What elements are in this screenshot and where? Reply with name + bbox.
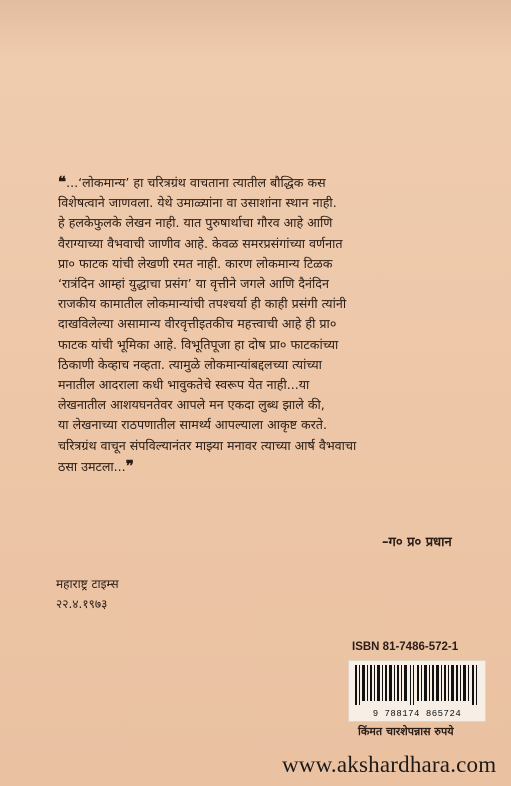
quote-line-2: विशेषत्वाने जाणवला. येथे उमाळ्यांना वा उसाशांना स्थान नाही. — [58, 195, 337, 211]
quote-line-8: दाखविलेल्या असामान्य वीरवृत्तीइतकीच महत्त्वाची आहे ही प्रा० — [58, 316, 337, 332]
quote-attribution: –ग० प्र० प्रधान — [382, 535, 452, 550]
quote-line-4: वैराग्याच्या वैभवाची जाणीव आहे. केवळ समरप्रसंगांच्या वर्णनात — [58, 235, 343, 251]
isbn-label: ISBN 81-7486-572-1 — [352, 641, 459, 653]
quote-line-14: चरित्रग्रंथ वाचून संपविल्यानंतर माझ्या मनावर त्याच्या आर्ष वैभवाचा — [58, 437, 357, 453]
barcode — [348, 660, 486, 722]
review-quote — [58, 172, 470, 477]
quote-line-11: मनातील आदराला कधी भावुकतेचे स्वरूप येत नाही...या — [58, 377, 310, 393]
quote-line-6: ‘रात्रंदिन आम्हां युद्धाचा प्रसंग’ या वृत्तीने जगले आणि दैनंदिन — [58, 276, 329, 292]
source-newspaper: महाराष्ट्र टाइम्स — [56, 577, 119, 591]
barcode-bars — [355, 665, 479, 705]
barcode-number: 9 788174 865724 — [372, 709, 462, 719]
quote-line-7: राजकीय कामातील लोकमान्यांची तपश्चर्या ही काही प्रसंगी त्यांनी — [58, 296, 347, 312]
source-date: २२.४.१९७३ — [56, 597, 108, 611]
quote-line-5: प्रा० फाटक यांची लेखणी रमत नाही. कारण लोकमान्य टिळक — [58, 255, 333, 271]
cover-shading — [0, 0, 511, 60]
quote-line-10: ठिकाणी केव्हाच नव्हता. त्यामुळे लोकमान्यांबद्दलच्या त्यांच्या — [58, 356, 322, 372]
price-label: किंमत चारशेपन्नास रुपये — [358, 725, 454, 738]
quote-line-12: लेखनातील आशयघनतेवर आपले मन एकदा लुब्ध झाले की, — [58, 397, 325, 413]
website-watermark: www.akshardhara.com — [282, 752, 497, 777]
quote-line-3: हे हलकेफुलके लेखन नाही. यात पुरुषार्थाचा गौरव आहे आणि — [58, 215, 333, 231]
quote-line-9: फाटक यांची भूमिका आहे. विभूतिपूजा हा दोष प्रा० फाटकांच्या — [58, 336, 339, 352]
open-quote-mark: ❝ — [58, 173, 67, 191]
close-quote-mark: ❞ — [125, 456, 134, 475]
quote-line-13: या लेखनाच्या राठपणातील सामर्थ्य आपल्याला आकृष्ट करते. — [58, 417, 327, 433]
quote-line-15: ठसा उमटला...❞ — [58, 456, 134, 475]
quote-line-1: ❝...‘लोकमान्य’ हा चरित्रग्रंथ वाचताना त्यातील बौद्धिक कस — [58, 173, 326, 191]
